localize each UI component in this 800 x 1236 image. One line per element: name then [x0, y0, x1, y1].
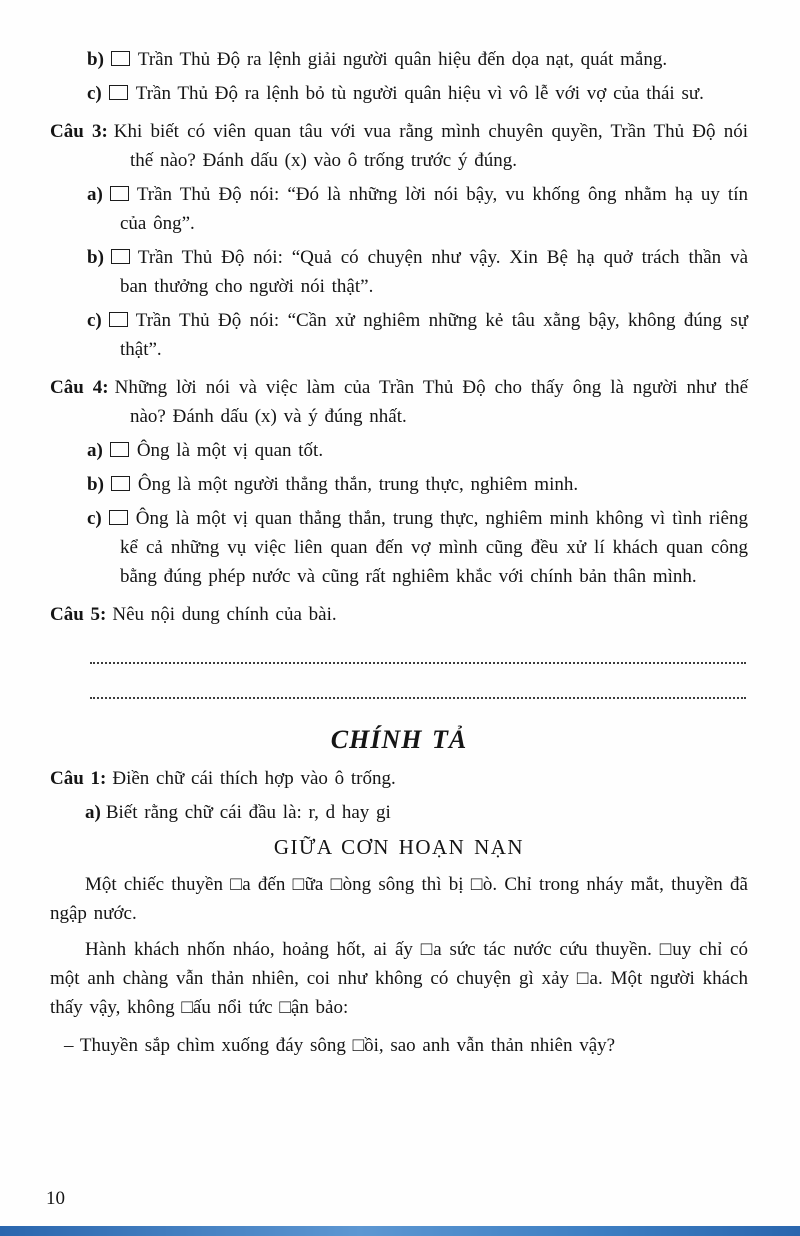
passage-paragraph: Một chiếc thuyền □a đến □ữa □òng sông thì bị □ò. Chỉ trong nháy mắt, thuyền đã ngập nước.	[50, 874, 748, 924]
checkbox	[111, 51, 130, 66]
answer-option-4c	[50, 504, 748, 591]
option-label: a)	[87, 184, 103, 205]
answer-option-3a	[50, 180, 748, 238]
question-4	[50, 373, 748, 431]
page-number: 10	[46, 1188, 65, 1209]
answer-option-4a	[50, 436, 748, 465]
option-label: a)	[87, 440, 103, 461]
question-text: Những lời nói và việc làm của Trần Thủ Độ cho thấy ông là người như thế nào? Đánh dấu (x) và ý đúng nhất.	[114, 377, 748, 427]
checkbox	[109, 312, 128, 327]
option-label: c)	[87, 83, 102, 104]
answer-option-3c	[50, 306, 748, 364]
option-label: b)	[87, 474, 104, 495]
question-ct-1	[50, 764, 748, 793]
checkbox	[111, 476, 130, 491]
answer-option-c	[50, 79, 748, 108]
page-bottom-accent-bar	[0, 1226, 800, 1236]
option-label: b)	[87, 49, 104, 70]
question-ct-1a	[85, 798, 748, 827]
question-text: Điền chữ cái thích hợp vào ô trống.	[112, 768, 396, 789]
option-text: Trần Thủ Độ nói: “Cần xử nghiêm những kẻ tâu xằng bậy, không đúng sự thật”.	[120, 310, 748, 360]
option-text: Trần Thủ Độ nói: “Quả có chuyện như vậy. Xin Bệ hạ quở trách thần và ban thưởng cho người nói thật”.	[120, 247, 748, 297]
passage-paragraph-dialogue: – Thuyền sắp chìm xuống đáy sông □ồi, sao anh vẫn thản nhiên vậy?	[64, 1035, 616, 1056]
option-label: b)	[87, 247, 104, 268]
answer-line	[90, 654, 746, 664]
question-5	[50, 600, 748, 629]
question-label: Câu 3:	[50, 121, 108, 142]
passage-paragraph: Hành khách nhốn nháo, hoảng hốt, ai ấy □a sức tác nước cứu thuyền. □uy chỉ có một anh chàng vẫn thản nhiên, coi như không có chuyện gì xảy □a. Một người khách thấy vậy, không □ấu nổi tức □ận bảo:	[50, 939, 748, 1018]
checkbox	[110, 186, 129, 201]
option-text: Ông là một vị quan tốt.	[136, 440, 324, 461]
sub-option-label: a)	[85, 802, 101, 823]
sub-option-text: Biết rằng chữ cái đầu là: r, d hay gi	[105, 802, 391, 823]
option-text: Ông là một vị quan thẳng thắn, trung thực, nghiêm minh không vì tình riêng kể cả những vụ việc liên quan đến vợ mình cũng đều xử lí khách quan công bằng đúng phép nước và cũng rất nghiêm khắc với chính bản thân mình.	[120, 508, 748, 587]
question-label: Câu 5:	[50, 604, 107, 625]
question-text: Khi biết có viên quan tâu với vua rằng mình chuyên quyền, Trần Thủ Độ nói thế nào? Đánh dấu (x) vào ô trống trước ý đúng.	[113, 121, 748, 171]
option-text: Trần Thủ Độ ra lệnh bỏ tù người quân hiệu vì vô lễ với vợ của thái sư.	[135, 83, 704, 104]
checkbox	[111, 249, 130, 264]
answer-line	[90, 689, 746, 699]
option-text: Trần Thủ Độ ra lệnh giải người quân hiệu đến dọa nạt, quát mắng.	[137, 49, 668, 70]
question-label: Câu 1:	[50, 768, 107, 789]
answer-lines	[50, 654, 748, 699]
checkbox	[109, 510, 128, 525]
option-text: Ông là một người thẳng thắn, trung thực, nghiêm minh.	[137, 474, 579, 495]
answer-option-3b	[50, 243, 748, 301]
checkbox	[110, 442, 129, 457]
answer-option-4b	[50, 470, 748, 499]
answer-option-b	[50, 45, 748, 74]
passage-title: GIỮA CƠN HOẠN NẠN	[273, 835, 525, 859]
option-label: c)	[87, 310, 102, 331]
option-label: c)	[87, 508, 102, 529]
question-3	[50, 117, 748, 175]
question-text: Nêu nội dung chính của bài.	[112, 604, 337, 625]
checkbox	[109, 85, 128, 100]
section-title: CHÍNH TẢ	[330, 725, 468, 754]
question-label: Câu 4:	[50, 377, 109, 398]
option-text: Trần Thủ Độ nói: “Đó là những lời nói bậy, vu khống ông nhằm hạ uy tín của ông”.	[120, 184, 748, 234]
